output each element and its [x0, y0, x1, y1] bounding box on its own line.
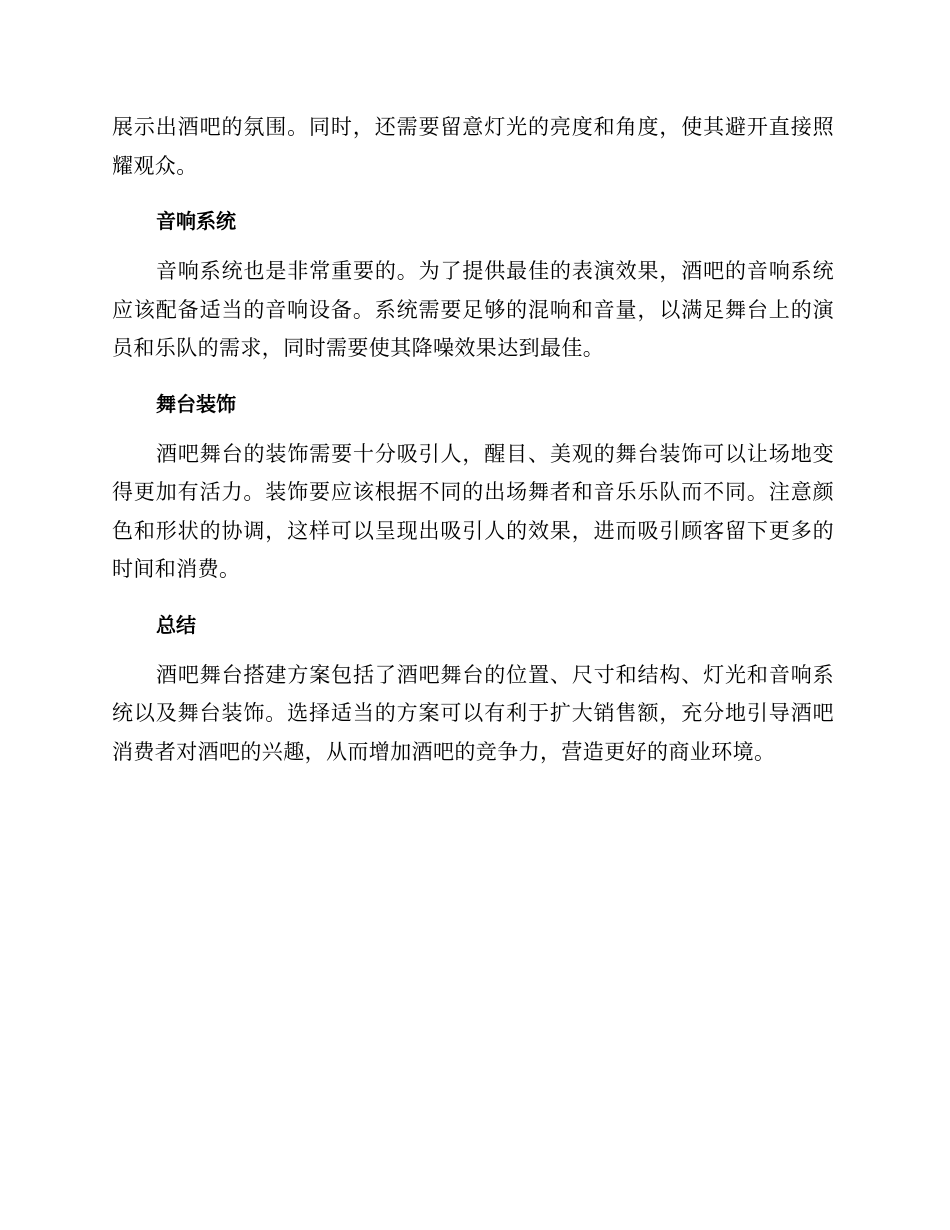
section-heading-audio: 音响系统	[156, 209, 236, 233]
section-heading-decoration: 舞台装饰	[156, 391, 236, 416]
section-paragraph-decoration: 酒吧舞台的装饰需要十分吸引人，醒目、美观的舞台装饰可以让场地变得更加有活力。装饰要应该根据不同的出场舞者和音乐乐队而不同。注意颜色和形状的协调，这样可以呈现出吸引人的效果，进而吸引顾客留下更多的时间和消费。	[112, 441, 834, 581]
continuation-paragraph: 展示出酒吧的氛围。同时，还需要留意灯光的亮度和角度，使其避开直接照耀观众。	[112, 115, 834, 178]
document-page	[112, 108, 834, 771]
section-heading-summary: 总结	[156, 612, 196, 637]
section-paragraph-audio: 音响系统也是非常重要的。为了提供最佳的表演效果，酒吧的音响系统应该配备适当的音响设备。系统需要足够的混响和音量，以满足舞台上的演员和乐队的需求，同时需要使其降噪效果达到最佳。	[112, 259, 834, 360]
section-paragraph-summary: 酒吧舞台搭建方案包括了酒吧舞台的位置、尺寸和结构、灯光和音响系统以及舞台装饰。选择适当的方案可以有利于扩大销售额，充分地引导酒吧消费者对酒吧的兴趣，从而增加酒吧的竞争力，营造更好的商业环境。	[112, 662, 834, 764]
